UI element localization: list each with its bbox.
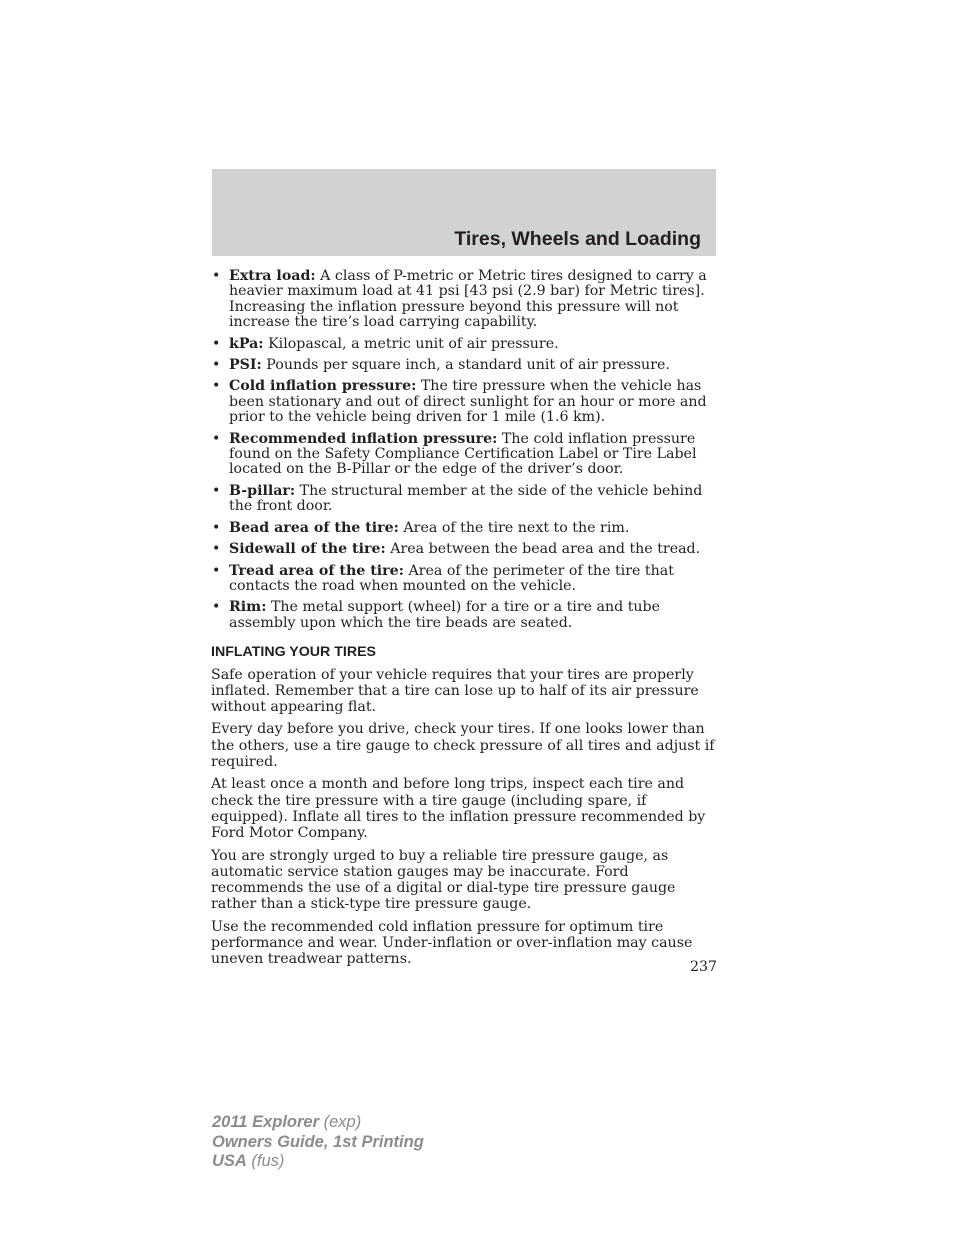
- list-item: [211, 432, 717, 478]
- list-item: [211, 269, 717, 331]
- list-item: [211, 337, 717, 352]
- definition-text: The structural member at the side of the vehicle behind the front door.: [229, 482, 703, 515]
- footer-imprint: [212, 1113, 424, 1172]
- bullet-icon: •: [212, 335, 221, 352]
- definition-text: Pounds per square inch, a standard unit of air pressure.: [261, 357, 670, 374]
- body-paragraph: At least once a month and before long trips, inspect each tire and check the tire pressure with a tire gauge (including spare, if equipped). Inflate all tires to the inflation pressure recommended by Ford Motor Company.: [211, 776, 706, 842]
- footer-line-market: [212, 1152, 424, 1172]
- body-paragraph: Use the recommended cold inflation pressure for optimum tire performance and wear. Under-inflation or over-inflation may cause uneven treadwear patterns.: [211, 918, 693, 968]
- definition-text: The metal support (wheel) for a tire or a tire and tube assembly upon which the tire beads are seated.: [229, 599, 661, 631]
- list-item: [211, 521, 717, 536]
- definition-text: The cold inflation pressure found on the Safety Compliance Certification Label or Tire Label located on the B-Pillar or the edge of the driver’s door.: [229, 430, 697, 478]
- definition-term: B-pillar:: [229, 482, 296, 499]
- definition-term: Bead area of the tire:: [229, 519, 399, 536]
- footer-market: USA: [212, 1152, 247, 1170]
- definition-text: Area of the perimeter of the tire that contacts the road when mounted on the vehicle.: [229, 562, 674, 594]
- footer-model-code: (exp): [319, 1113, 362, 1131]
- bullet-icon: •: [212, 357, 221, 374]
- bullet-icon: •: [212, 541, 221, 558]
- page-content: [211, 269, 717, 974]
- body-paragraph: Safe operation of your vehicle requires that your tires are properly inflated. Remember that a tire can lose up to half of its air pressure without appearing flat.: [211, 666, 699, 716]
- definition-term: Extra load:: [229, 268, 316, 284]
- definition-text: Area of the tire next to the rim.: [398, 519, 630, 536]
- definition-term: kPa:: [229, 335, 264, 352]
- list-item: [211, 379, 717, 425]
- bullet-icon: •: [212, 519, 221, 536]
- definition-list: [211, 269, 717, 631]
- definition-term: PSI:: [229, 357, 262, 374]
- section-header-band: [212, 169, 716, 256]
- definition-term: Rim:: [229, 599, 267, 616]
- definition-term: Recommended inflation pressure:: [229, 430, 498, 447]
- bullet-icon: •: [212, 430, 221, 447]
- definition-term: Sidewall of the tire:: [229, 541, 386, 558]
- bullet-icon: •: [212, 482, 221, 499]
- bullet-icon: •: [212, 268, 221, 284]
- list-item: [211, 600, 717, 631]
- definition-text: Area between the bead area and the tread.: [385, 541, 701, 558]
- definition-text: Kilopascal, a metric unit of air pressure.: [263, 335, 559, 352]
- body-paragraph: Every day before you drive, check your tires. If one looks lower than the others, use a tire gauge to check pressure of all tires and adjust if required.: [211, 721, 715, 771]
- definition-term: Cold inflation pressure:: [229, 378, 417, 395]
- list-item: [211, 358, 717, 373]
- footer-market-code: (fus): [246, 1152, 285, 1170]
- list-item: [211, 542, 717, 557]
- list-item: [211, 564, 717, 595]
- list-item: [211, 484, 717, 515]
- footer-model-name: 2011 Explorer: [212, 1113, 320, 1131]
- bullet-icon: •: [212, 599, 221, 616]
- definition-text: A class of P-metric or Metric tires designed to carry a heavier maximum load at 41 psi [43 psi (2.9 bar) for Metric tires]. Increasing the inflation pressure beyond this pressure will not increase the tire’s load carrying capability.: [229, 268, 707, 331]
- footer-line-model: [212, 1113, 424, 1133]
- section-heading: INFLATING YOUR TIRES: [211, 644, 376, 661]
- definition-text: The tire pressure when the vehicle has been stationary and out of direct sunlight for an hour or more and prior to the vehicle being driven for 1 mile (1.6 km).: [229, 378, 707, 426]
- body-paragraph: You are strongly urged to buy a reliable tire pressure gauge, as automatic service station gauges may be inaccurate. Ford recommends the use of a digital or dial-type tire pressure gauge rather than a stick-type tire pressure gauge.: [211, 847, 676, 913]
- bullet-icon: •: [212, 562, 221, 579]
- page-number: 237: [690, 959, 718, 975]
- footer-line-edition: [212, 1133, 424, 1153]
- footer-edition: Owners Guide, 1st Printing: [212, 1132, 424, 1151]
- bullet-icon: •: [212, 378, 221, 395]
- section-title: Tires, Wheels and Loading: [454, 228, 701, 250]
- definition-term: Tread area of the tire:: [229, 562, 404, 579]
